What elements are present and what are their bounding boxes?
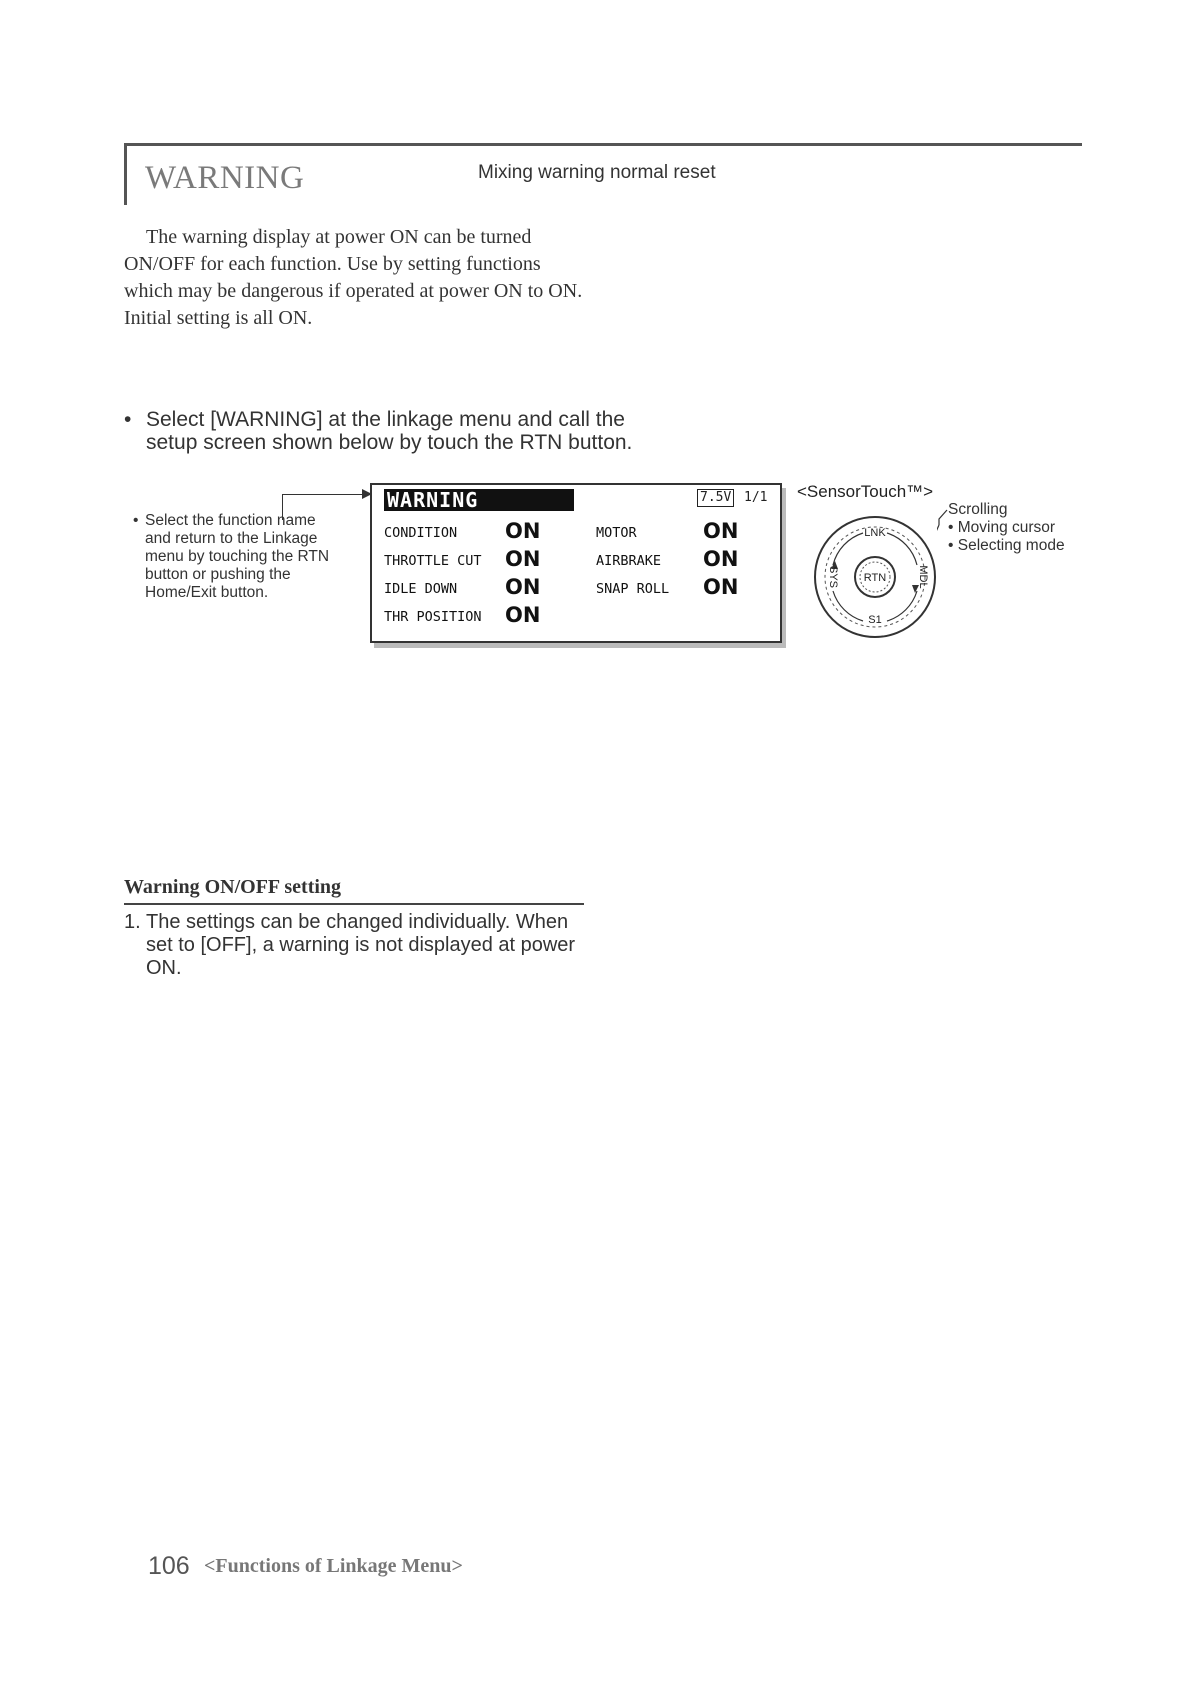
setting-value-condition[interactable]: ON [505, 519, 541, 543]
setting-value-thr-position[interactable]: ON [505, 603, 541, 627]
key-mdl[interactable]: MDL [917, 565, 929, 589]
warning-screen [370, 483, 782, 643]
callout-line [282, 494, 364, 495]
setting-value-airbrake[interactable]: ON [703, 547, 739, 571]
setting-value-motor[interactable]: ON [703, 519, 739, 543]
side-note [133, 512, 341, 602]
page-title: WARNING [145, 160, 305, 196]
sensor-notes [948, 501, 1065, 555]
note-selecting-mode: • Selecting mode [948, 537, 1065, 554]
step-number: 1. [124, 911, 141, 933]
setting-label-thr-position: THR POSITION [384, 609, 482, 625]
setting-label-motor: MOTOR [596, 525, 637, 541]
page-indicator: 1/1 [744, 490, 768, 505]
step-item [124, 911, 594, 980]
battery-indicator: 7.5V [697, 489, 734, 507]
setting-label-idle-down: IDLE DOWN [384, 581, 458, 597]
callout-line-vertical [282, 494, 283, 520]
header-rule [124, 143, 1082, 146]
step-text: The settings can be changed individually. When set to [OFF], a warning is not displayed at power ON. [146, 911, 576, 979]
setting-label-airbrake: AIRBRAKE [596, 553, 662, 569]
note-moving-cursor: • Moving cursor [948, 519, 1056, 536]
key-lnk[interactable]: LNK [864, 527, 886, 539]
footer-section-title: <Functions of Linkage Menu> [204, 1555, 463, 1577]
instruction-text: Select [WARNING] at the linkage menu and call the setup screen shown below by touch the RTN button. [146, 408, 633, 454]
bullet-icon: • [124, 408, 132, 431]
instruction-step [124, 408, 644, 454]
setting-value-throttle-cut[interactable]: ON [505, 547, 541, 571]
side-note-text: Select the function name and return to the Linkage menu by touching the RTN button or pushing the Home/Exit button. [145, 512, 330, 601]
key-s1[interactable]: S1 [868, 614, 882, 626]
header-accent-bar [124, 143, 127, 205]
sensor-touch-title: <SensorTouch™> [797, 482, 934, 501]
note-scrolling: Scrolling [948, 501, 1008, 518]
setting-label-throttle-cut: THROTTLE CUT [384, 553, 482, 569]
bullet-icon: • [133, 512, 139, 529]
section-heading: Warning ON/OFF setting [124, 876, 584, 905]
key-rtn[interactable]: RTN [863, 572, 887, 584]
screen-title[interactable]: WARNING [384, 489, 574, 511]
page-subtitle: Mixing warning normal reset [478, 162, 716, 183]
key-sys[interactable]: SYS [827, 565, 839, 589]
setting-value-idle-down[interactable]: ON [505, 575, 541, 599]
sensor-touch-pad [805, 505, 945, 645]
setting-label-snap-roll: SNAP ROLL [596, 581, 670, 597]
setting-value-snap-roll[interactable]: ON [703, 575, 739, 599]
intro-paragraph: The warning display at power ON can be turned ON/OFF for each function. Use by setting functions which may be dangerous if operated at power ON to ON. Initial setting is all ON. [124, 226, 583, 329]
setting-label-condition: CONDITION [384, 525, 458, 541]
page-number: 106 [148, 1552, 190, 1580]
